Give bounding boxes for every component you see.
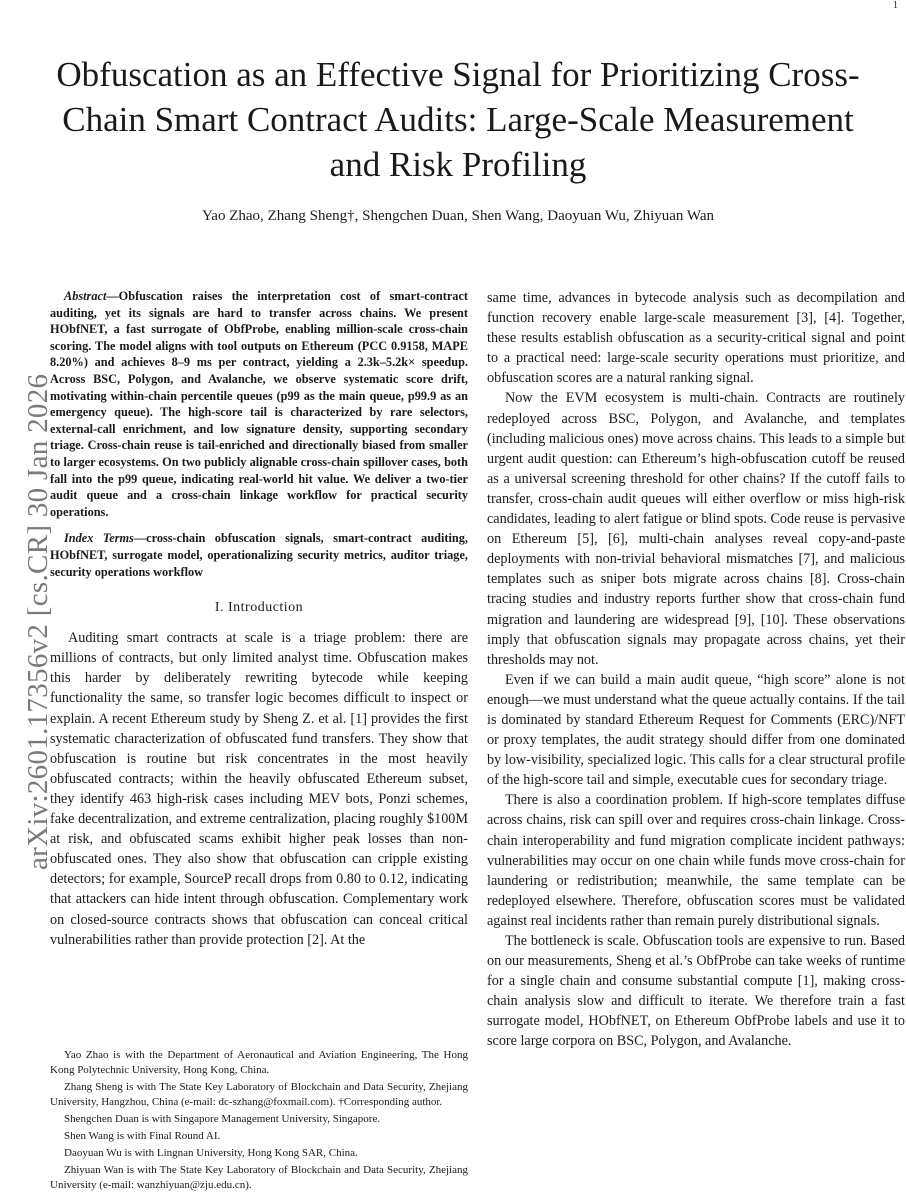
- abstract: [50, 288, 468, 520]
- author-footnotes: [50, 1048, 468, 1195]
- footnote: Shen Wang is with Final Round AI.: [64, 1130, 221, 1142]
- index-terms-label: Index Terms: [64, 531, 134, 546]
- index-terms: [50, 530, 468, 580]
- section-heading: I. Introduction: [214, 600, 304, 616]
- left-column: [50, 288, 468, 950]
- footnote: Zhiyuan Wan is with The State Key Laboratory of Blockchain and Data Security, Zhejiang University (e-mail: wanzhiyuan@zju.edu.cn).: [50, 1164, 468, 1191]
- footnote: Zhang Sheng is with The State Key Laboratory of Blockchain and Data Security, Zhejiang University, Hangzhou, China (e-mail: dc-szhang@foxmail.com). †Corresponding author.: [50, 1081, 468, 1108]
- intro-paragraph: The bottleneck is scale. Obfuscation tools are expensive to run. Based on our measurements, Sheng et al.’s ObfProbe can take weeks of runtime for a single chain and consume substantial compute [1], making cross-chain analysis slow and difficult to iterate. We therefore train a fast surrogate model, HObfNET, on Ethereum ObfProbe labels and use it to score large corpora on BSC, Polygon, and Avalanche.: [487, 933, 905, 1050]
- intro-paragraph: Auditing smart contracts at scale is a triage problem: there are millions of contracts, but only limited analyst time. Obfuscation makes this harder by deliberately rewriting bytecode while keeping functionality the same, so transfer logic becomes difficult to inspect or explain. A recent Ethereum study by Sheng Z. et al. [1] provides the first systematic characterization of obfuscated fund transfers. They show that obfuscation is routine but risk concentrates in the most heavily obfuscated contracts; within the heavily obfuscated Ethereum subset, they identify 463 high-risk cases including MEV bots, Ponzi schemes, fake decentralization, and extreme centralization, placing roughly $100M at risk, and obfuscated scams exhibit higher peak losses than non-obfuscated ones. They also show that obfuscation can cripple existing detectors; for example, SourceP recall drops from 0.80 to 0.12, indicating that attackers can hide intent through obfuscation. Complementary work on closed-source contracts shows that obfuscation can conceal critical vulnerabilities rather than provide protection [2]. At the: [50, 630, 468, 948]
- intro-paragraph: There is also a coordination problem. If high-score templates diffuse across chains, risk can spill over and requires cross-chain linkage. Cross-chain interoperability and fund migration complicate incident pathways: vulnerabilities may occur on one chain while funds move cross-chain for laundering or redistribution; meanwhile, the same template can be redeployed elsewhere. Therefore, obfuscation scores must be validated against real incidents rather than remain purely distributional signals.: [487, 792, 905, 929]
- right-column: [487, 288, 905, 1052]
- intro-paragraph: Even if we can build a main audit queue, “high score” alone is not enough—we must understand what the queue actually contains. If the tail is dominated by standard Ethereum Request for Comments (ERC)/NFT or proxy templates, the audit strategy should differ from one dominated by low-visibility, specialized logic. This calls for a clear structural profile of the high-score tail and simple, executable cues for secondary triage.: [487, 671, 905, 789]
- footnote: Yao Zhao is with the Department of Aeronautical and Aviation Engineering, The Hong Kong Polytechnic University, Hong Kong, China.: [50, 1049, 468, 1076]
- index-terms-text: —cross-chain obfuscation signals, smart-contract auditing, HObfNET, surrogate model, operationalizing security metrics, auditor triage, security operations workflow: [50, 531, 468, 579]
- page-number: 1: [893, 0, 898, 11]
- intro-paragraph: same time, advances in bytecode analysis such as decompilation and function recovery enable large-scale measurement [3], [4]. Together, these results establish obfuscation as a security-critical signal and point to a practical need: large-scale security operations must prioritize, and obfuscation scores are a natural ranking signal.: [487, 290, 905, 387]
- abstract-text: —Obfuscation raises the interpretation cost of smart-contract auditing, yet its signals are hard to transfer across chains. We present HObfNET, a fast surrogate of ObfProbe, enabling million-scale cross-chain scoring. The model aligns with tool outputs on Ethereum (PCC 0.9158, MAPE 8.20%) and achieves 8–9 ms per contract, yielding a 2.3k–5.2k× speedup. Across BSC, Polygon, and Avalanche, we observe systematic score drift, motivating within-chain percentile queues (p99 as the main queue, p99.9 as an emergency queue). The high-score tail is characterized by rare selectors, external-call enrichment, and low signature density, supporting secondary triage. Cross-chain reuse is tail-enriched and directionally biased from smaller to larger ecosystems. On two publicly alignable cross-chain spillover cases, both fall into the p99 queue, indicating real-world hit value. We deliver a two-tier audit queue and a cross-chain linkage workflow for practical security operations.: [50, 289, 468, 519]
- footnote: Daoyuan Wu is with Lingnan University, Hong Kong SAR, China.: [64, 1147, 358, 1159]
- paper-title: Obfuscation as an Effective Signal for Prioritizing Cross-Chain Smart Contract Audits: Large-Scale Measurement and Risk Profiling: [56, 55, 860, 184]
- arxiv-identifier: arXiv:2601.17356v2 [cs.CR] 30 Jan 2026: [22, 373, 54, 870]
- footnote: Shengchen Duan is with Singapore Management University, Singapore.: [64, 1113, 381, 1125]
- intro-paragraph: Now the EVM ecosystem is multi-chain. Contracts are routinely redeployed across BSC, Polygon, and Avalanche, and templates (including malicious ones) move across chains. This leads to a simple but urgent audit question: can Ethereum’s high-obfuscation cutoff be reused as a universal screening threshold for other chains? If the cutoff fails to transfer, cross-chain audit queues will either overflow or miss high-risk candidates, leading to alert fatigue or blind spots. Code reuse is pervasive on Ethereum [5], [6], multi-chain analyses reveal copy-and-paste deployments with non-trivial behavioral mismatches [7], and malicious templates such as sniper bots migrate across chains [8]. Cross-chain tracing studies and industry reports further show that cross-chain fund migration and laundering are widespread [9], [10]. These observations imply that obfuscation signals may propagate across chains, yet their thresholds may not.: [487, 390, 905, 668]
- author-list: Yao Zhao, Zhang Sheng†, Shengchen Duan, Shen Wang, Daoyuan Wu, Zhiyuan Wan: [201, 208, 715, 224]
- abstract-label: Abstract: [64, 289, 107, 303]
